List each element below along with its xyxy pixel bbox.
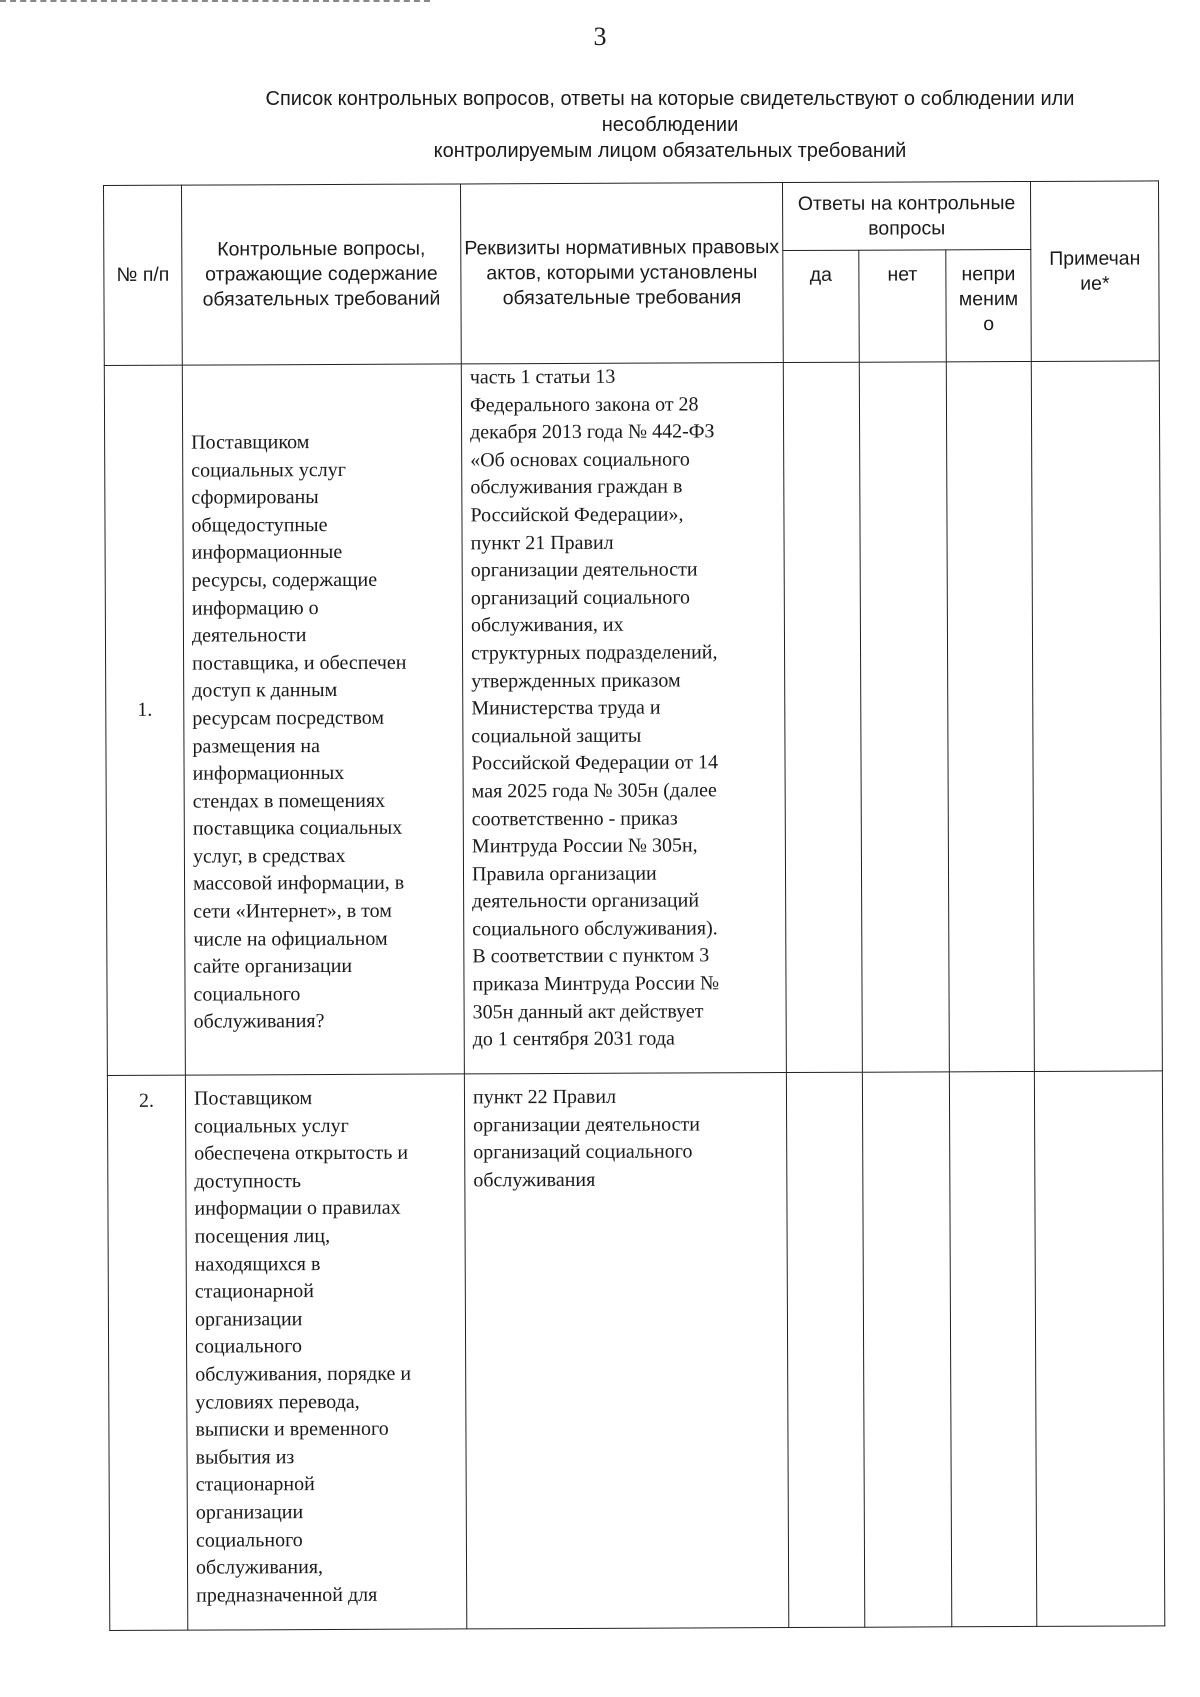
header-answers: Ответы на контрольные вопросы [782,181,1030,250]
title-line-3: контролируемым лицом обязательных требований [433,140,907,162]
row-number: 1. [104,365,185,1075]
title-line-1: Список контрольных вопросов, ответы на которые свидетельствуют о соблюдении или [265,88,1075,110]
header-not-applicable: непри меним о [946,249,1031,361]
header-requisites: Реквизиты нормативных правовых актов, которыми установлены обязательные требования [460,183,783,364]
row-question: Поставщиком социальных услуг обеспечена открытость и доступность информации о правилах посещения лиц, находящихся в стационарной организации социального обслуживания, порядке и условиях перевода, выписки и временного выбытия из стационарной организации социального обслуживания, предназначенной для [193,1087,412,1607]
scan-edge-mark [0,0,430,5]
page-number: 3 [593,22,607,51]
header-questions: Контрольные вопросы, отражающие содержание обязательных требований [182,184,462,365]
table-row [107,1071,1164,1631]
title-line-2: несоблюдении [601,114,739,136]
answer-no-cell[interactable] [859,362,949,1072]
answer-yes-cell[interactable] [786,1072,864,1627]
answer-not-applicable-cell[interactable] [949,1071,1036,1626]
header-no: нет [859,250,946,362]
row-requisites: пункт 22 Правил организации деятельности организаций социального обслуживания [472,1085,701,1192]
header-yes: да [783,250,859,362]
answer-yes-cell[interactable] [783,362,862,1072]
row-number: 2. [107,1075,187,1630]
header-number: № п/п [104,185,183,365]
note-cell[interactable] [1034,1071,1164,1627]
document-title [200,86,1140,164]
answer-no-cell[interactable] [862,1072,951,1627]
note-cell[interactable] [1031,361,1162,1072]
answer-not-applicable-cell[interactable] [946,361,1034,1071]
header-note: Примечан ие* [1030,181,1159,362]
checklist-table [103,180,1165,1631]
row-requisites: часть 1 статьи 13 Федерального закона от 28 декабря 2013 года № 442-ФЗ «Об основах социального обслуживания граждан в Российской Федерации», пункт 21 Правил организации деятельности организаций социального обслуживания, их структурных подразделений, утвержденных приказом Министерства труда и социальной защиты Российской Федерации от 14 мая 2025 года № 305н (далее соответственно - приказ Минтруда России № 305н, Правила организации деятельности организаций социального обслуживания). В соответствии с пунктом 3 приказа Минтруда России № 305н данный акт действует до 1 сентября 2031 года [469,365,720,1051]
table-row [104,361,1162,1076]
row-question: Поставщиком социальных услуг сформированы общедоступные информационные ресурсы, содержащие информацию о деятельности поставщика, и обеспечен доступ к данным ресурсам посредством размещения на информационных стендах в помещениях поставщика социальных услуг, в средствах массовой информации, в сети «Интернет», в том числе на официальном сайте организации социального обслуживания? [191,431,407,1034]
